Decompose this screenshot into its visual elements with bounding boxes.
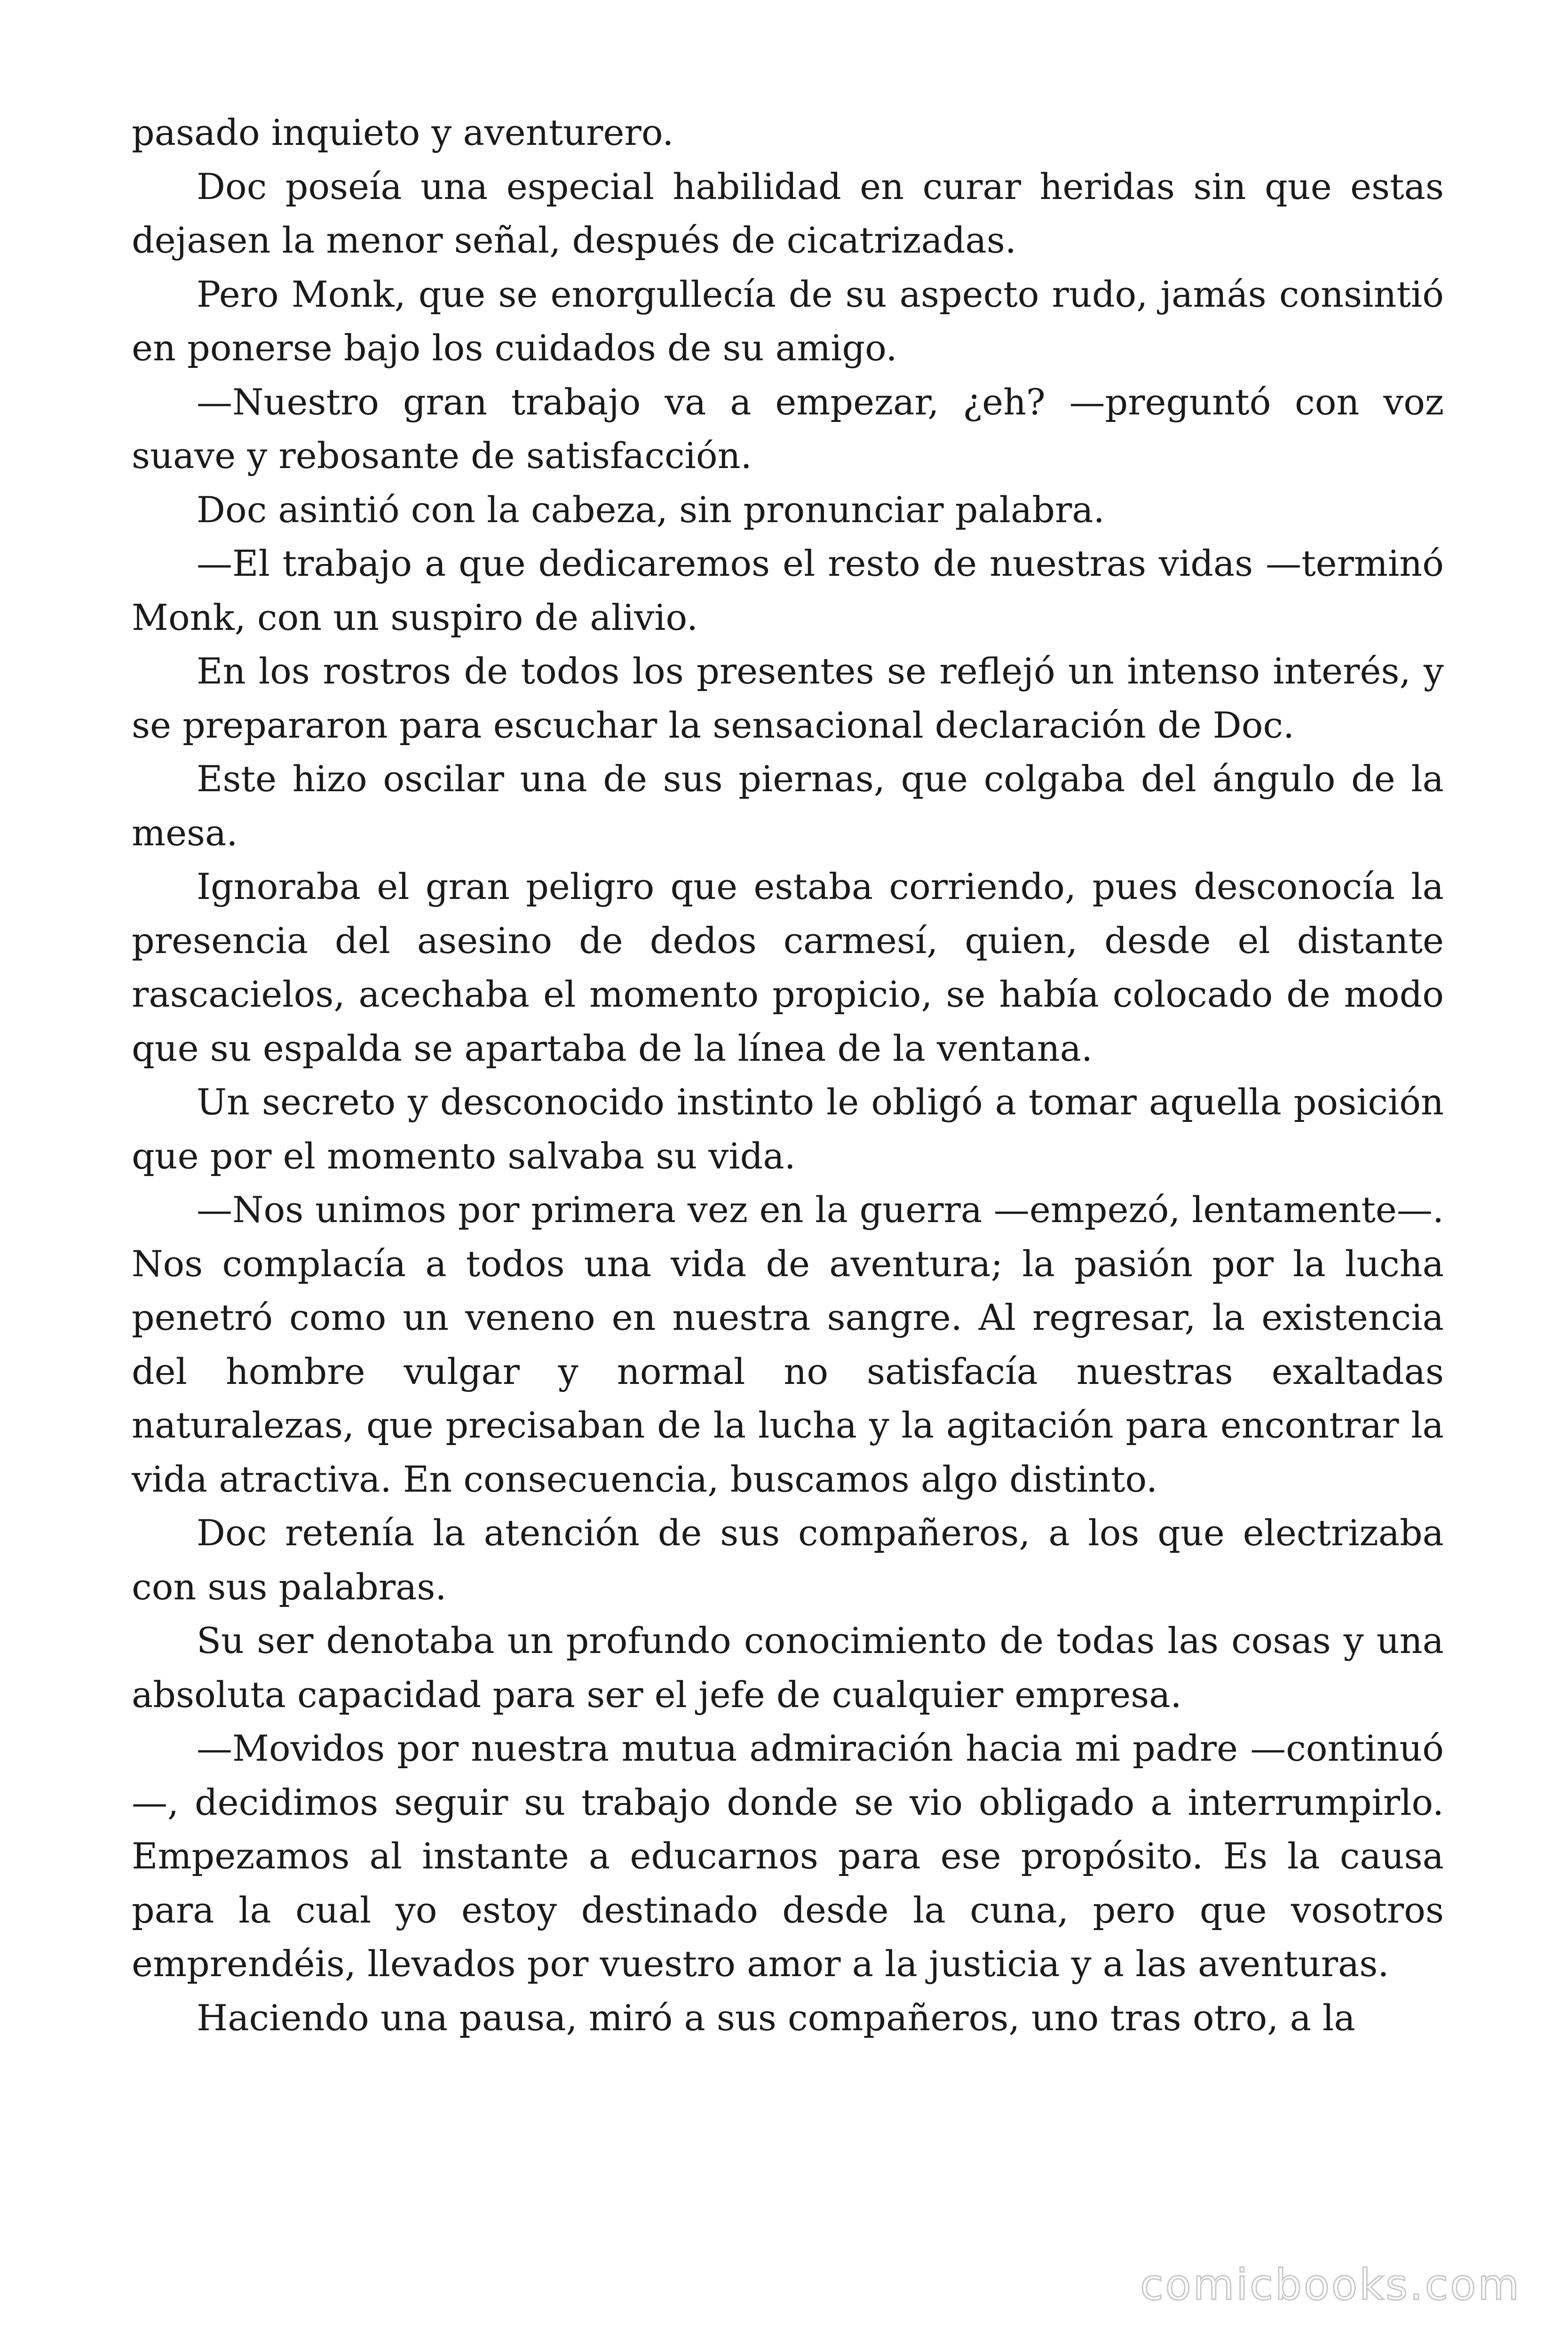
paragraph: Doc poseía una especial habilidad en curar heridas sin que estas dejasen la menor señal, después de cicatrizadas.: [132, 165, 1444, 261]
paragraph: Pero Monk, que se enorgullecía de su aspecto rudo, jamás consintió en ponerse bajo los cuidados de su amigo.: [132, 273, 1444, 369]
paragraph: pasado inquieto y aventurero.: [132, 111, 674, 153]
paragraph: Doc retenía la atención de sus compañeros, a los que electrizaba con sus palabras.: [132, 1512, 1444, 1608]
paragraph: —Nuestro gran trabajo va a empezar, ¿eh? —preguntó con voz suave y rebosante de satisfacción.: [132, 381, 1444, 477]
paragraph: —Nos unimos por primera vez en la guerra —empezó, lentamente—. Nos complacía a todos una vida de aventura; la pasión por la lucha penetró como un veneno en nuestra sangre. Al regresar, la existencia del hombre vulgar y normal no satisfacía nuestras exaltadas naturalezas, que precisaban de la lucha y la agitación para encontrar la vida atractiva. En consecuencia, buscamos algo distinto.: [132, 1189, 1444, 1500]
paragraph: En los rostros de todos los presentes se reflejó un intenso interés, y se prepararon para escuchar la sensacional declaración de Doc.: [132, 650, 1444, 746]
paragraph: Este hizo oscilar una de sus piernas, que colgaba del ángulo de la mesa.: [132, 758, 1444, 854]
page-body: [132, 106, 1444, 2045]
paragraph: —El trabajo a que dedicaremos el resto de nuestras vidas —terminó Monk, con un suspiro de alivio.: [132, 542, 1444, 638]
paragraph: —Movidos por nuestra mutua admiración hacia mi padre —continuó—, decidimos seguir su trabajo donde se vio obligado a interrumpirlo. Empezamos al instante a educarnos para ese propósito. Es la causa para la cual yo estoy destinado desde la cuna, pero que vosotros emprendéis, llevados por vuestro amor a la justicia y a las aventuras.: [132, 1727, 1444, 1985]
paragraph: Ignoraba el gran peligro que estaba corriendo, pues desconocía la presencia del asesino de dedos carmesí, quien, desde el distante rascacielos, acechaba el momento propicio, se había colocado de modo que su espalda se apartaba de la línea de la ventana.: [132, 866, 1444, 1069]
paragraph: Un secreto y desconocido instinto le obligó a tomar aquella posición que por el momento salvaba su vida.: [132, 1081, 1444, 1177]
watermark: comicbooks.com: [1140, 2260, 1521, 2310]
paragraph: Doc asintió con la cabeza, sin pronunciar palabra.: [197, 488, 1105, 531]
paragraph: Haciendo una pausa, miró a sus compañeros, uno tras otro, a la: [197, 1996, 1355, 2039]
paragraph: Su ser denotaba un profundo conocimiento de todas las cosas y una absoluta capacidad para ser el jefe de cualquier empresa.: [132, 1620, 1444, 1716]
